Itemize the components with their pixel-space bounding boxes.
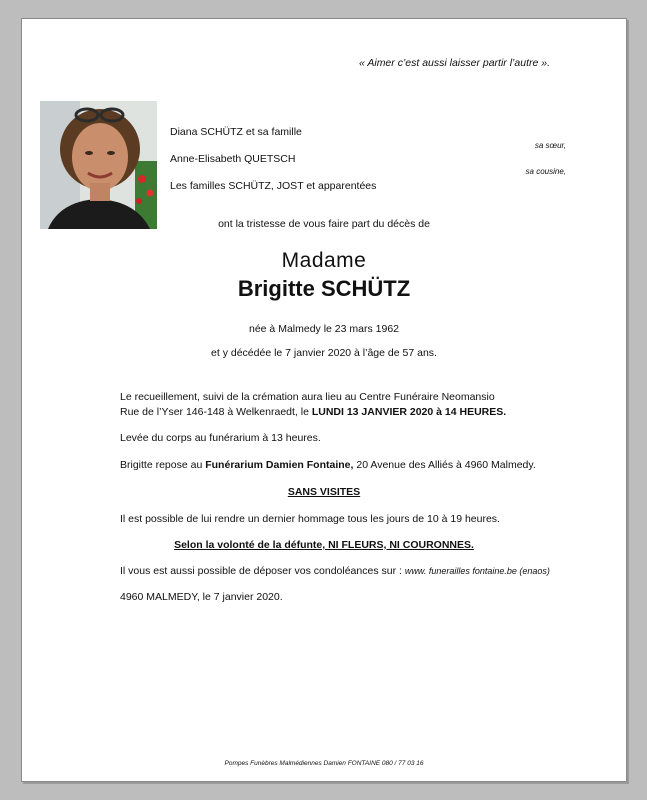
announcement: ont la tristesse de vous faire part du décès de	[218, 218, 430, 230]
family-line-2: Anne-Elisabeth QUETSCH	[170, 153, 296, 165]
place-date: 4960 MALMEDY, le 7 janvier 2020.	[120, 591, 283, 603]
repose-address: 20 Avenue des Alliés à 4960 Malmedy.	[356, 459, 536, 471]
title: Madame	[281, 249, 367, 272]
ceremony-date: LUNDI 13 JANVIER 2020 à 14 HEURES.	[311, 406, 507, 418]
repose-prefix: Brigitte repose au	[120, 459, 203, 471]
death-info: et y décédée le 7 janvier 2020 à l’âge de 57 ans.	[211, 347, 437, 359]
levee-info: Levée du corps au funérarium à 13 heures.	[120, 432, 321, 444]
portrait-image	[40, 101, 157, 229]
condolences-prefix: Il vous est aussi possible de déposer vos condoléances sur :	[120, 565, 402, 577]
quote: « Aimer c’est aussi laisser partir l’autre ».	[358, 57, 550, 69]
relation-1: sa sœur,	[534, 141, 566, 150]
condolences-info	[120, 565, 550, 577]
condolences-website[interactable]: www. funerailles fontaine.be (enaos)	[404, 566, 550, 576]
ceremony-line-2	[120, 406, 506, 418]
family-wish: Selon la volonté de la défunte, NI FLEURS, NI COURONNES.	[174, 539, 474, 551]
portrait-photo	[40, 101, 157, 229]
birth-info: née à Malmedy le 23 mars 1962	[249, 323, 399, 335]
relation-2: sa cousine,	[525, 167, 566, 176]
footer: Pompes Funèbres Malmédiennes Damien FONTAINE 080 / 77 03 16	[224, 760, 424, 767]
ceremony-line-1: Le recueillement, suivi de la crémation aura lieu au Centre Funéraire Neomansio	[120, 391, 495, 403]
deceased-name: Brigitte SCHÜTZ	[237, 276, 411, 301]
ceremony-address: Rue de l’Yser 146-148 à Welkenraedt, le	[120, 406, 309, 418]
family-line-1: Diana SCHÜTZ et sa famille	[170, 126, 302, 138]
hommage-info: Il est possible de lui rendre un dernier hommage tous les jours de 10 à 19 heures.	[120, 513, 500, 525]
family-line-3: Les familles SCHÜTZ, JOST et apparentées	[170, 180, 377, 192]
no-visits: SANS VISITES	[287, 486, 361, 498]
obituary-page	[21, 18, 627, 782]
repose-info	[120, 459, 536, 471]
repose-place: Funérarium Damien Fontaine,	[205, 459, 354, 471]
